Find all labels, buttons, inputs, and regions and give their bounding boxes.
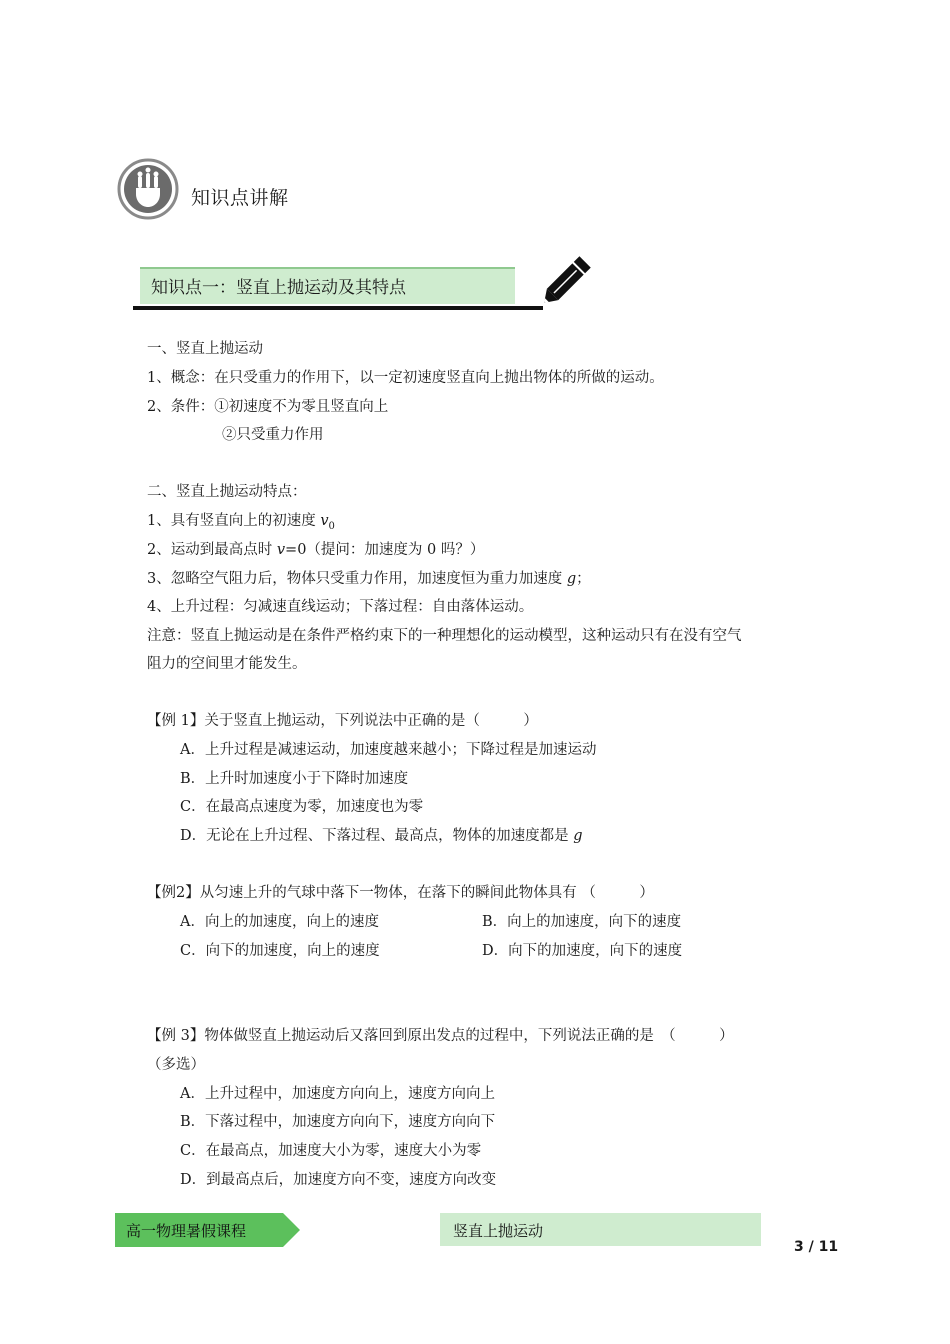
knowledge-point-title: 知识点一：竖直上抛运动及其特点 [151,278,406,298]
example1-option-c: C．在最高点速度为零，加速度也为零 [180,799,424,815]
part1-heading: 一、竖直上抛运动 [147,341,263,357]
page-number: 3 / 11 [794,1239,839,1255]
part2-note-line-2: 阻力的空间里才能发生。 [147,656,307,672]
part2-item-1: 1、具有竖直向上的初速度 $v_0$ [147,513,335,532]
part2-item-2: 2、运动到最高点时 v=0（提问：加速度为 0 吗？） [147,542,485,558]
example2-option-b: B．向上的加速度，向下的速度 [482,914,682,930]
example2-option-a: A．向上的加速度，向上的速度 [180,914,379,930]
footer-topic-label: 竖直上抛运动 [453,1222,544,1240]
part2-item-3: 3、忽略空气阻力后，物体只受重力作用，加速度恒为重力加速度 g； [147,571,591,587]
part2-heading: 二、竖直上抛运动特点： [147,484,307,500]
example3-option-d: D．到最高点后，加速度方向不变，速度方向改变 [180,1172,497,1188]
example1-question: 【例 1】关于竖直上抛运动，下列说法中正确的是（ ） [147,713,538,729]
section-title: 知识点讲解 [191,187,289,209]
example3-option-b: B．下落过程中，加速度方向向下，速度方向向下 [180,1114,496,1130]
knowledge-explain-icon [117,158,179,220]
pencil-icon [533,248,599,314]
part2-note-line-1: 注意：竖直上抛运动是在条件严格约束下的一种理想化的运动模型，这种运动只有在没有空气 [147,628,742,644]
footer-course-label: 高一物理暑假课程 [126,1222,247,1240]
banner-underline [133,306,543,310]
example2-option-c: C．向下的加速度，向上的速度 [180,943,380,959]
example3-option-a: A．上升过程中，加速度方向向上，速度方向向上 [180,1086,495,1102]
part1-concept: 1、概念：在只受重力的作用下，以一定初速度竖直向上抛出物体的所做的运动。 [147,370,664,386]
example1-option-d: D．无论在上升过程、下落过程、最高点，物体的加速度都是 g [180,828,583,844]
example2-option-d: D．向下的加速度，向下的速度 [482,943,683,959]
part1-condition-1: 2、条件：①初速度不为零且竖直向上 [147,399,389,415]
part2-item-4: 4、上升过程：匀减速直线运动；下落过程：自由落体运动。 [147,599,534,615]
example2-question: 【例2】从匀速上升的气球中落下一物体，在落下的瞬间此物体具有 （ ） [147,885,654,901]
example1-option-a: A．上升过程是减速运动，加速度越来越小；下降过程是加速运动 [180,742,597,758]
example3-multi-select: （多选） [147,1057,205,1073]
part1-condition-2: ②只受重力作用 [222,427,324,443]
example1-option-b: B．上升时加速度小于下降时加速度 [180,771,409,787]
example3-question: 【例 3】物体做竖直上抛运动后又落回到原出发点的过程中，下列说法正确的是 （ ） [147,1028,734,1044]
example3-option-c: C．在最高点，加速度大小为零，速度大小为零 [180,1143,482,1159]
